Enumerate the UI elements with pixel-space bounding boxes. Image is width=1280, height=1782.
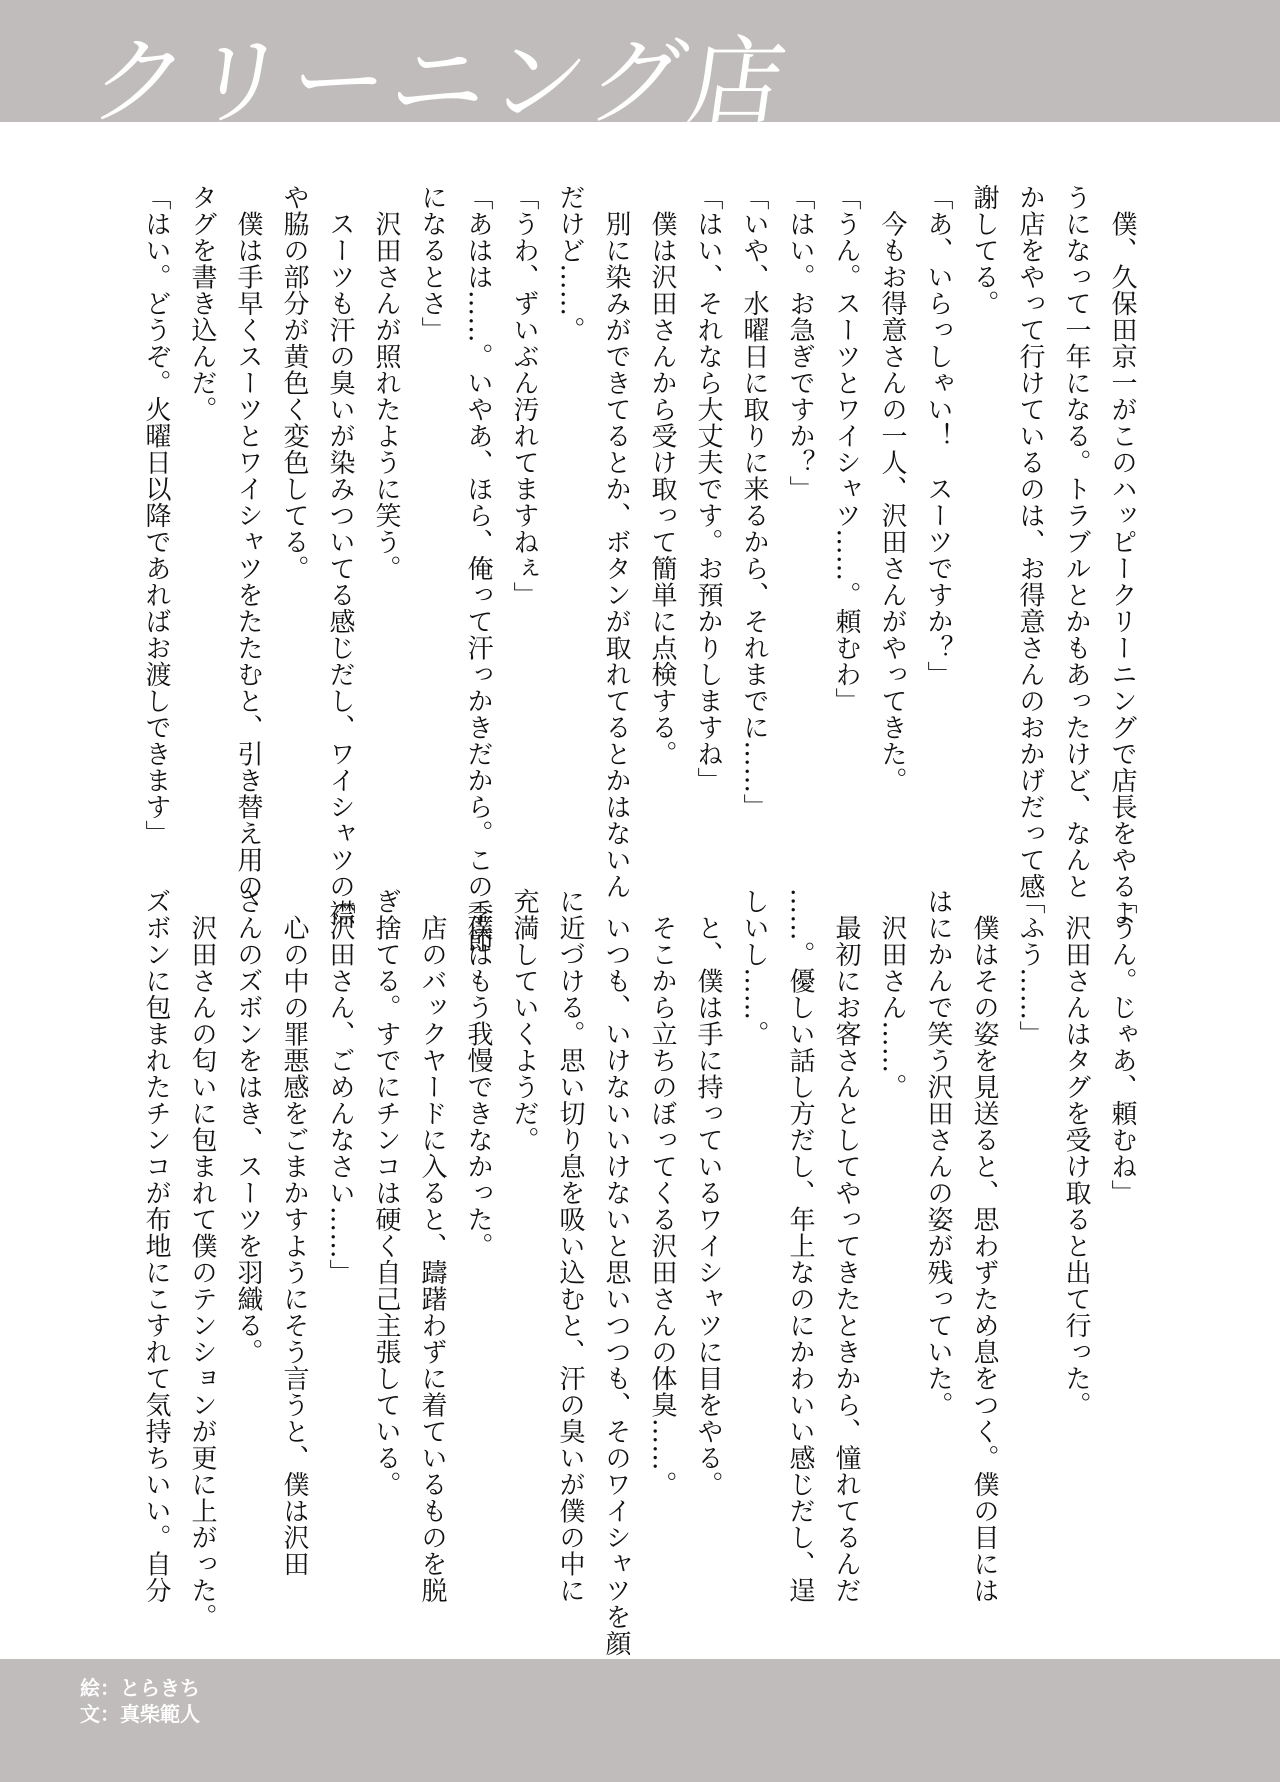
text-column: 店のバックヤードに入ると、躊躇わずに着ているものを脱	[417, 888, 447, 1604]
text-column: 「いや、水曜日に取りに来るから、それまでに……」	[739, 184, 769, 820]
text-column: 「はい。どうぞ。火曜日以降であればお渡しできます」	[141, 184, 171, 847]
text-column: 沢田さんはタグを受け取ると出て行った。	[1061, 888, 1091, 1418]
page-title: クリーニング店	[83, 26, 797, 138]
text-column: 僕はもう我慢できなかった。	[463, 888, 493, 1259]
text-column: 「はい。お急ぎですか？」	[785, 184, 815, 502]
text-column: タグを書き込んだ。	[187, 184, 217, 423]
text-column: ズボンに包まれたチンコが布地にこすれて気持ちいい。自分	[141, 888, 171, 1604]
text-column: や脇の部分が黄色く変色してる。	[279, 184, 309, 582]
text-column: 心の中の罪悪感をごまかすようにそう言うと、僕は沢田	[279, 888, 309, 1577]
text-column: 「ふう……」	[1015, 888, 1045, 1047]
text-column: 「うわ、ずいぶん汚れてますねぇ」	[509, 184, 539, 608]
text-column: しいし……。	[739, 888, 769, 1047]
text-column: 沢田さん……。	[877, 888, 907, 1100]
text-column: 今もお得意さんの一人、沢田さんがやってきた。	[877, 184, 907, 794]
text-column: 充満していくようだ。	[509, 888, 539, 1153]
text-column: そこから立ちのぼってくる沢田さんの体臭……。	[647, 888, 677, 1498]
text-column: 沢田さんが照れたように笑う。	[371, 184, 401, 582]
text-column: 「うん。スーツとワイシャツ……。頼むわ」	[831, 184, 861, 714]
text-column: 僕は沢田さんから受け取って簡単に点検する。	[647, 184, 677, 767]
text-column: 「あはは……。いやあ、ほら、俺って汗っかきだから。この季節	[463, 184, 493, 953]
illustration-credit: 絵：とらきち	[80, 1676, 200, 1700]
text-column: 「うん。じゃあ、頼むね」	[1107, 888, 1137, 1206]
text-column: か店をやって行けているのは、お得意さんのおかげだって感	[1015, 184, 1045, 900]
text-column: 僕は手早くスーツとワイシャツをたたむと、引き替え用の	[233, 184, 263, 900]
text-column: 最初にお客さんとしてやってきたときから、憧れてるんだ	[831, 888, 861, 1604]
text-column: スーツも汗の臭いが染みついてる感じだし、ワイシャツの襟	[325, 184, 355, 926]
text-column: 僕、久保田京一がこのハッピークリーニングで店長をやるよ	[1107, 184, 1137, 926]
text-column: ……。優しい話し方だし、年上なのにかわいい感じだし、逞	[785, 888, 815, 1604]
text-column: さんのズボンをはき、スーツを羽織る。	[233, 888, 263, 1365]
text-column: 沢田さんの匂いに包まれて僕のテンションが更に上がった。	[187, 888, 217, 1630]
text-column: になるとさ」	[417, 184, 447, 343]
text-column: 僕はその姿を見送ると、思わずため息をつく。僕の目には	[969, 888, 999, 1604]
text-column: ぎ捨てる。すでにチンコは硬く自己主張している。	[371, 888, 401, 1498]
text-column: に近づける。思い切り息を吸い込むと、汗の臭いが僕の中に	[555, 888, 585, 1604]
text-column: うになって一年になる。トラブルとかもあったけど、なんと	[1061, 184, 1091, 900]
text-column: 別に染みができてるとか、ボタンが取れてるとかはないん	[601, 184, 631, 900]
story-text-bottom	[133, 888, 1145, 1657]
story-text-top	[133, 184, 1145, 953]
text-column: いつも、いけないいけないと思いつつも、そのワイシャツを顔	[601, 888, 631, 1657]
text-column: はにかんで笑う沢田さんの姿が残っていた。	[923, 888, 953, 1418]
text-credit: 文：真柴範人	[80, 1702, 200, 1726]
text-column: と、僕は手に持っているワイシャツに目をやる。	[693, 888, 723, 1498]
text-column: だけど……。	[555, 184, 585, 343]
title-band	[0, 0, 1280, 138]
text-column: 「はい、それなら大丈夫です。お預かりしますね」	[693, 184, 723, 794]
credits-band	[0, 1659, 1280, 1782]
text-column: 謝してる。	[969, 184, 999, 317]
text-column: 「沢田さん、ごめんなさい……」	[325, 888, 355, 1286]
text-column: 「あ、いらっしゃい！ スーツですか？」	[923, 184, 953, 688]
